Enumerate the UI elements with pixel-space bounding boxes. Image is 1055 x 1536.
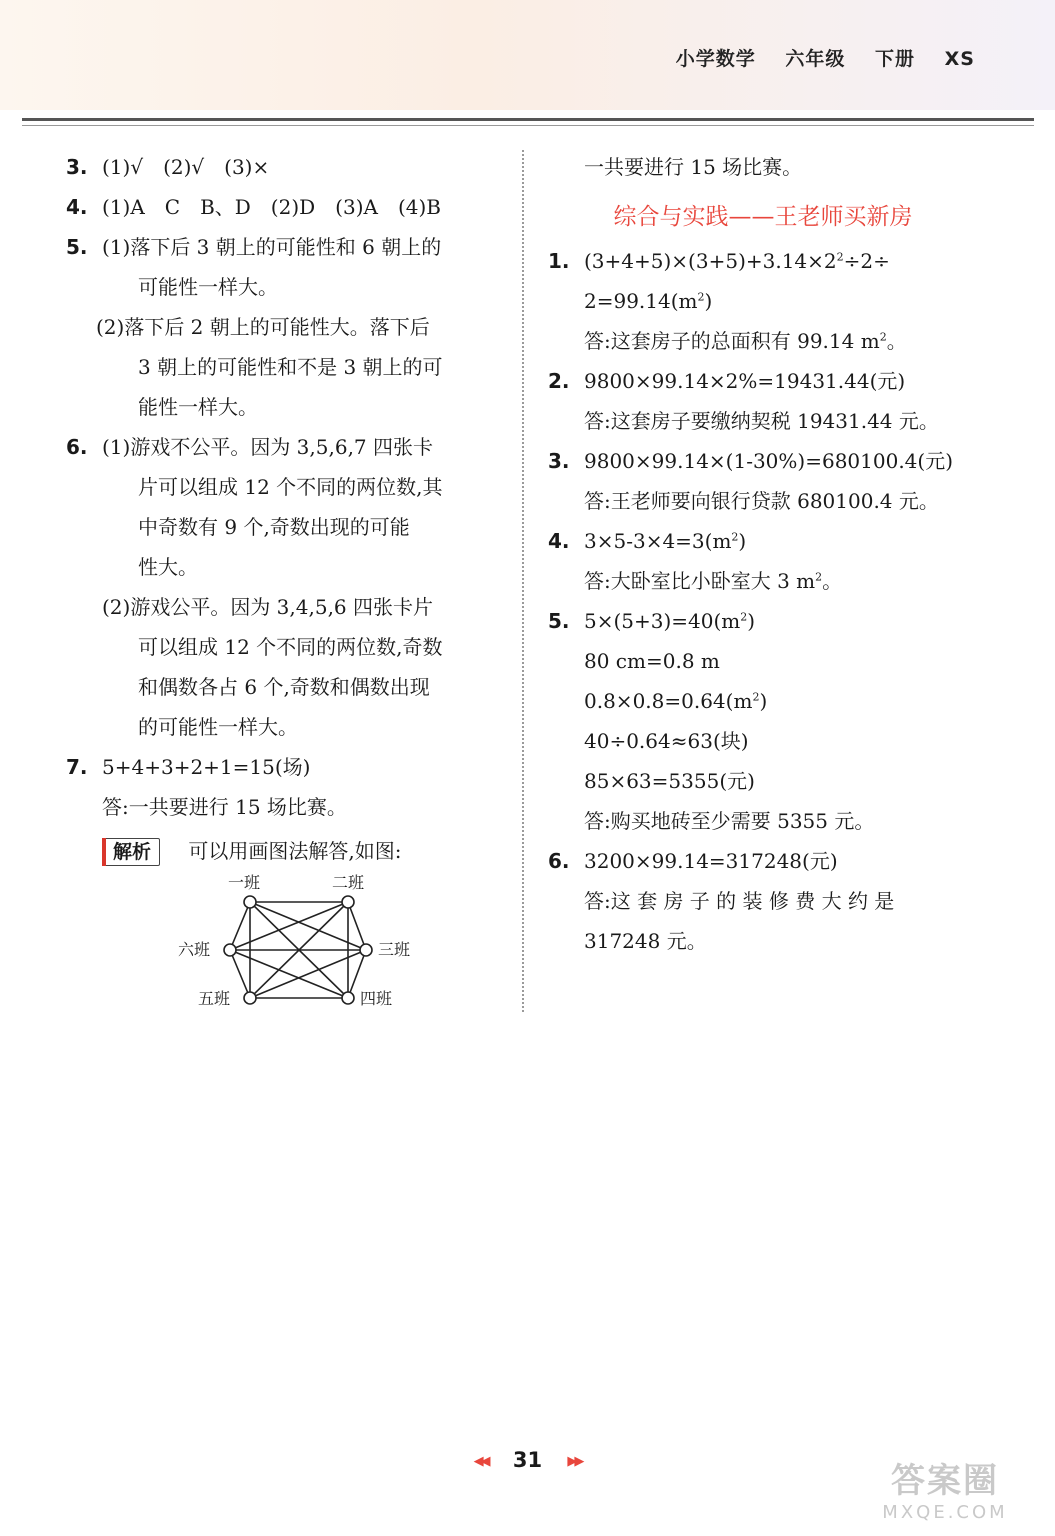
practice-answer-1 bbox=[548, 241, 978, 361]
formula-line bbox=[584, 681, 978, 721]
header-rule-thick bbox=[22, 118, 1034, 121]
question-number: 7. bbox=[66, 755, 88, 779]
answer-line: (1)落下后 3 朝上的可能性和 6 朝上的 bbox=[102, 235, 442, 259]
answer-6 bbox=[66, 427, 506, 747]
superscript: 2 bbox=[836, 250, 844, 264]
question-number: 5. bbox=[66, 235, 88, 259]
formula-part: 0.8×0.8=0.64(m bbox=[584, 689, 753, 713]
answer-part: 。 bbox=[886, 329, 907, 353]
node-class2 bbox=[342, 896, 354, 908]
answer-part: 答:这套房子的总面积有 99.14 m bbox=[584, 329, 880, 353]
node-class3 bbox=[360, 944, 372, 956]
answer-7 bbox=[66, 747, 506, 827]
superscript: 2 bbox=[731, 530, 739, 544]
formula-line: 9800×99.14×(1-30%)=680100.4(元) bbox=[584, 449, 954, 473]
answer-4 bbox=[66, 187, 506, 227]
label-class3: 三班 bbox=[378, 940, 411, 959]
formula-part: ÷2÷ bbox=[843, 249, 890, 273]
answer-line: 答:购买地砖至少需要 5355 元。 bbox=[584, 809, 875, 833]
formula-part: ) bbox=[738, 529, 747, 553]
analysis-row bbox=[66, 831, 506, 871]
node-class1 bbox=[244, 896, 256, 908]
formula-part: 3×5-3×4=3(m bbox=[584, 529, 732, 553]
answer-line: 的可能性一样大。 bbox=[138, 715, 298, 739]
answer-line bbox=[584, 561, 978, 601]
arrow-right-icon: ▶▶ bbox=[567, 1454, 582, 1469]
question-number: 4. bbox=[66, 195, 88, 219]
practice-answer-2 bbox=[548, 361, 978, 441]
answer-line: (2)游戏公平。因为 3,4,5,6 四张卡片 bbox=[102, 595, 434, 619]
practice-answer-3 bbox=[548, 441, 978, 521]
left-column bbox=[66, 147, 506, 871]
header-subject: 小学数学 bbox=[675, 48, 756, 70]
formula-line bbox=[584, 521, 978, 561]
formula-part: ) bbox=[759, 689, 768, 713]
formula-line: 3200×99.14=317248(元) bbox=[584, 849, 838, 873]
formula-line: 40÷0.64≈63(块) bbox=[584, 729, 749, 753]
header-edition: XS bbox=[944, 48, 975, 70]
question-number: 3. bbox=[548, 449, 570, 473]
answer-line: 答:王老师要向银行贷款 680100.4 元。 bbox=[584, 489, 939, 513]
formula-part: ) bbox=[704, 289, 713, 313]
header-volume: 下册 bbox=[875, 48, 916, 70]
practice-answer-5 bbox=[548, 601, 978, 841]
answer-line: (2)落下后 2 朝上的可能性大。落下后 bbox=[96, 315, 430, 339]
formula-line: 80 cm=0.8 m bbox=[584, 649, 720, 673]
superscript: 2 bbox=[697, 290, 705, 304]
answer-line: 答:这 套 房 子 的 装 修 费 大 约 是 bbox=[584, 889, 895, 913]
answer-line: 答:这套房子要缴纳契税 19431.44 元。 bbox=[584, 409, 939, 433]
formula-line: 85×63=5355(元) bbox=[584, 769, 755, 793]
label-class5: 五班 bbox=[198, 989, 231, 1008]
answer-line: 可能性一样大。 bbox=[138, 275, 278, 299]
answer-line: 317248 元。 bbox=[584, 929, 707, 953]
label-class4: 四班 bbox=[360, 989, 393, 1008]
formula-part: (3+4+5)×(3+5)+3.14×2 bbox=[584, 249, 837, 273]
question-number: 4. bbox=[548, 529, 570, 553]
formula-line: 9800×99.14×2%=19431.44(元) bbox=[584, 369, 906, 393]
formula-line bbox=[584, 281, 978, 321]
answer-line: 3 朝上的可能性和不是 3 朝上的可 bbox=[138, 355, 443, 379]
round-robin-diagram bbox=[170, 870, 430, 1010]
right-column bbox=[548, 147, 978, 961]
watermark-logo bbox=[865, 1460, 1025, 1530]
question-number: 3. bbox=[66, 155, 88, 179]
superscript: 2 bbox=[879, 330, 887, 344]
formula-line bbox=[584, 241, 978, 281]
formula-line bbox=[584, 601, 978, 641]
answer-line bbox=[584, 321, 978, 361]
question-number: 6. bbox=[66, 435, 88, 459]
section-title: 综合与实践——王老师买新房 bbox=[613, 204, 913, 230]
answer-line: 性大。 bbox=[138, 555, 198, 579]
answer-part: 。 bbox=[822, 569, 843, 593]
label-class6: 六班 bbox=[178, 940, 211, 959]
analysis-text: 可以用画图法解答,如图: bbox=[188, 839, 402, 863]
answer-part: 答:大卧室比小卧室大 3 m bbox=[584, 569, 816, 593]
formula-part: 5×(5+3)=40(m bbox=[584, 609, 741, 633]
answer-line: 和偶数各占 6 个,奇数和偶数出现 bbox=[138, 675, 430, 699]
watermark-title: 答案圈 bbox=[891, 1461, 999, 1501]
header-grade: 六年级 bbox=[785, 48, 846, 70]
answer-text: (1)A C B、D (2)D (3)A (4)B bbox=[102, 195, 441, 219]
answer-3 bbox=[66, 147, 506, 187]
answer-line: 片可以组成 12 个不同的两位数,其 bbox=[138, 475, 443, 499]
practice-answer-6 bbox=[548, 841, 978, 961]
formula-part: ) bbox=[747, 609, 756, 633]
answer-line: 答:一共要进行 15 场比赛。 bbox=[102, 795, 347, 819]
formula-line: 5+4+3+2+1=15(场) bbox=[102, 755, 311, 779]
question-number: 2. bbox=[548, 369, 570, 393]
answer-text: (1)√ (2)√ (3)× bbox=[102, 155, 270, 179]
book-header bbox=[654, 44, 975, 71]
practice-answer-4 bbox=[548, 521, 978, 601]
answer-line: 能性一样大。 bbox=[138, 395, 258, 419]
answer-line: 中奇数有 9 个,奇数出现的可能 bbox=[138, 515, 410, 539]
superscript: 2 bbox=[815, 570, 823, 584]
answer-5 bbox=[66, 227, 506, 427]
watermark-url: MXQE.COM bbox=[882, 1502, 1008, 1523]
analysis-tag: 解析 bbox=[102, 838, 160, 866]
superscript: 2 bbox=[752, 690, 760, 704]
superscript: 2 bbox=[740, 610, 748, 624]
node-class6 bbox=[224, 944, 236, 956]
page-number: 31 bbox=[512, 1448, 543, 1472]
edge bbox=[348, 902, 366, 950]
question-number: 5. bbox=[548, 609, 570, 633]
column-divider bbox=[522, 150, 524, 1012]
label-class1: 一班 bbox=[228, 873, 261, 892]
question-number: 6. bbox=[548, 849, 570, 873]
header-rule-thin bbox=[22, 125, 1034, 126]
label-class2: 二班 bbox=[332, 873, 365, 892]
arrow-left-icon: ◀◀ bbox=[473, 1454, 488, 1469]
carry-over-line: 一共要进行 15 场比赛。 bbox=[584, 155, 803, 179]
node-class4 bbox=[342, 992, 354, 1004]
answer-line: (1)游戏不公平。因为 3,5,6,7 四张卡 bbox=[102, 435, 434, 459]
answer-line: 可以组成 12 个不同的两位数,奇数 bbox=[138, 635, 443, 659]
formula-part: 2=99.14(m bbox=[584, 289, 698, 313]
node-class5 bbox=[244, 992, 256, 1004]
question-number: 1. bbox=[548, 249, 570, 273]
